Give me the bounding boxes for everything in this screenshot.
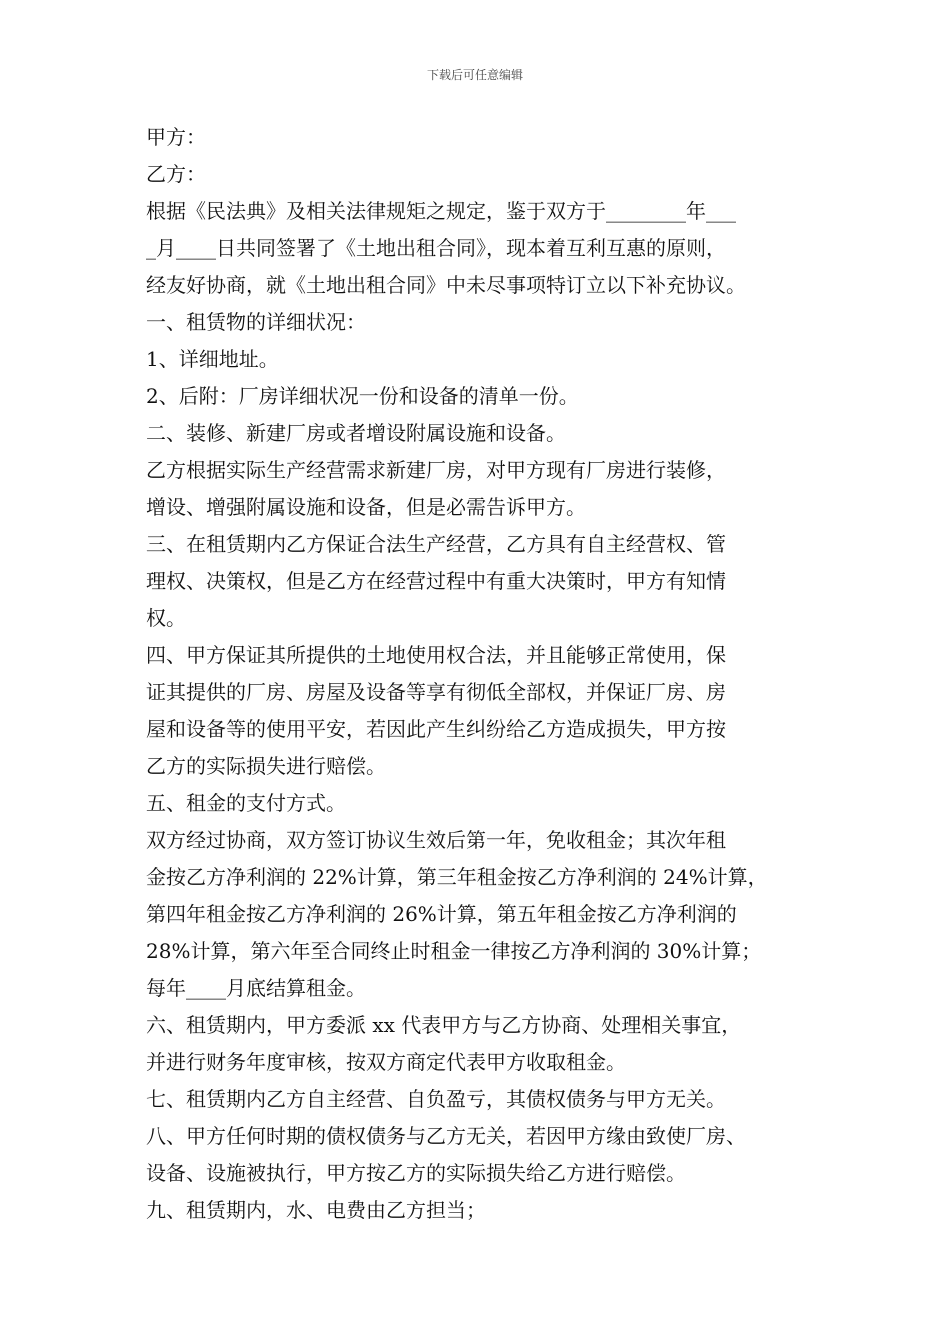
section-heading: 二、装修、新建厂房或者增设附属设施和设备。 (146, 421, 566, 445)
paragraph-line: _月____日共同签署了《土地出租合同》，现本着互利互惠的原则， (146, 236, 726, 260)
paragraph-line: 增设、增强附属设施和设备，但是必需告诉甲方。 (146, 495, 586, 519)
party-a-line: 甲方： (146, 125, 206, 149)
list-item: 1、详细地址。 (146, 347, 279, 371)
section-heading: 七、租赁期内乙方自主经营、自负盈亏，其债权债务与甲方无关。 (146, 1087, 726, 1111)
paragraph-line: 每年____月底结算租金。 (146, 976, 366, 1000)
paragraph-line: 第四年租金按乙方净利润的 26%计算，第五年租金按乙方净利润的 (146, 902, 737, 926)
paragraph-line: 28%计算，第六年至合同终止时租金一律按乙方净利润的 30%计算； (146, 939, 762, 963)
section-heading: 八、甲方任何时期的债权债务与乙方无关，若因甲方缘由致使厂房、 (146, 1124, 746, 1148)
list-item: 2、后附：厂房详细状况一份和设备的清单一份。 (146, 384, 579, 408)
paragraph-line: 并进行财务年度审核，按双方商定代表甲方收取租金。 (146, 1050, 626, 1074)
document-body (146, 119, 836, 1229)
paragraph-line: 乙方根据实际生产经营需求新建厂房，对甲方现有厂房进行装修， (146, 458, 726, 482)
party-b-line: 乙方： (146, 162, 206, 186)
paragraph-line: 双方经过协商，双方签订协议生效后第一年，免收租金；其次年租 (146, 828, 726, 852)
paragraph-line: 设备、设施被执行，甲方按乙方的实际损失给乙方进行赔偿。 (146, 1161, 686, 1185)
section-heading: 五、租金的支付方式。 (146, 791, 346, 815)
paragraph-line: 证其提供的厂房、房屋及设备等享有彻低全部权，并保证厂房、房 (146, 680, 726, 704)
section-heading: 四、甲方保证其所提供的土地使用权合法，并且能够正常使用，保 (146, 643, 726, 667)
paragraph-line: 经友好协商，就《土地出租合同》中未尽事项特订立以下补充协议。 (146, 273, 746, 297)
paragraph-line: 屋和设备等的使用平安，若因此产生纠纷给乙方造成损失，甲方按 (146, 717, 726, 741)
page-header: 下载后可任意编辑 (426, 68, 523, 82)
section-heading: 六、租赁期内，甲方委派 xx 代表甲方与乙方协商、处理相关事宜， (146, 1013, 742, 1037)
section-heading: 一、租赁物的详细状况： (146, 310, 366, 334)
paragraph-line: 金按乙方净利润的 22%计算，第三年租金按乙方净利润的 24%计算， (146, 865, 768, 889)
paragraph-line: 乙方的实际损失进行赔偿。 (146, 754, 386, 778)
section-heading: 三、在租赁期内乙方保证合法生产经营，乙方具有自主经营权、管 (146, 532, 726, 556)
section-heading: 九、租赁期内，水、电费由乙方担当； (146, 1198, 486, 1222)
paragraph-line: 根据《民法典》及相关法律规矩之规定，鉴于双方于________年___ (146, 199, 736, 223)
paragraph-line: 权。 (146, 606, 186, 630)
paragraph-line: 理权、决策权，但是乙方在经营过程中有重大决策时，甲方有知情 (146, 569, 726, 593)
